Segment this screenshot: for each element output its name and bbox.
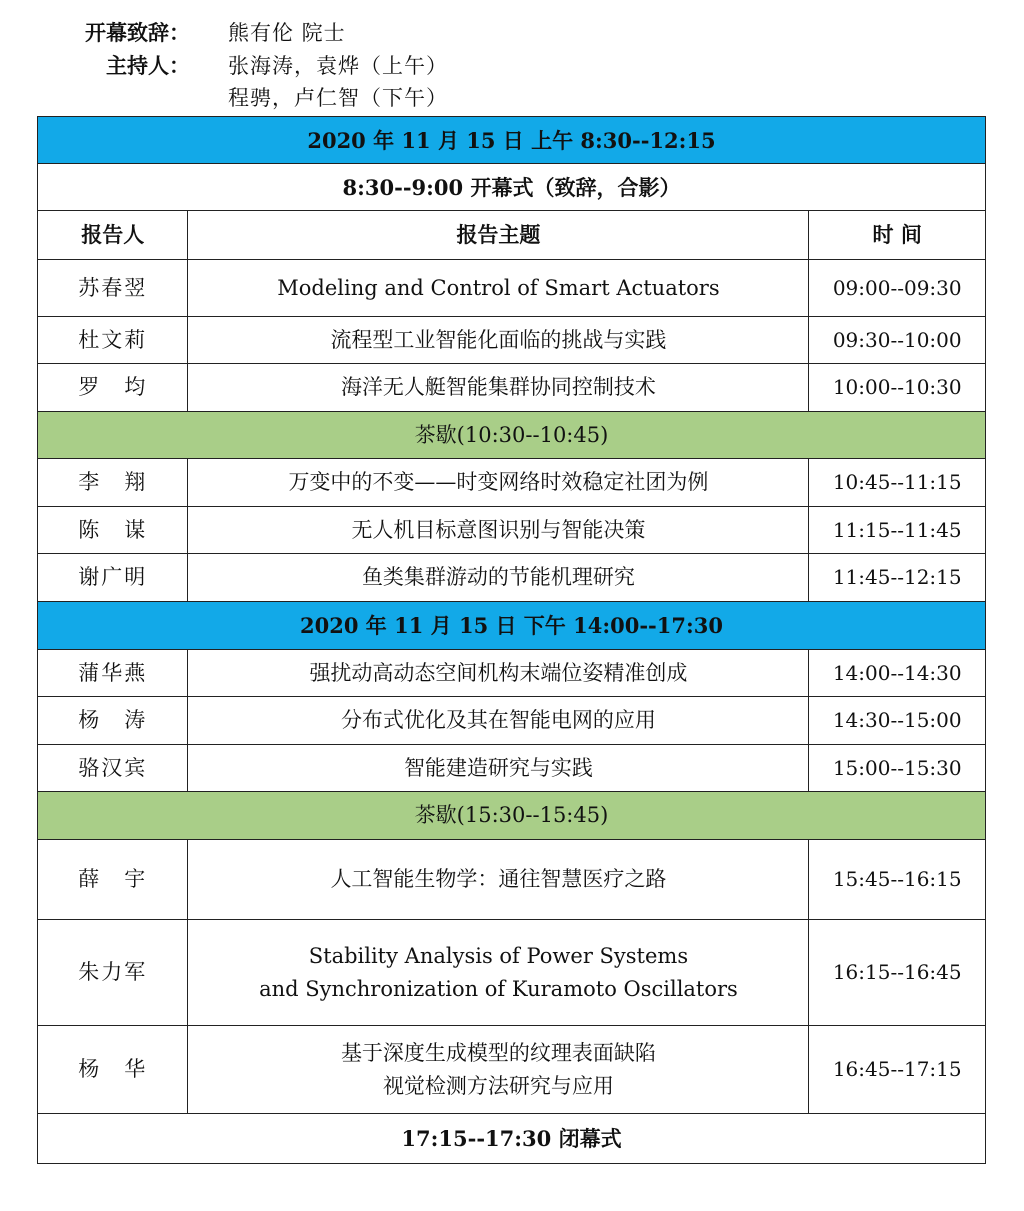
speaker-cell: 杜文莉 [38,317,188,364]
time-cell: 14:00--14:30 [809,650,986,697]
time-cell: 11:45--12:15 [809,554,986,602]
morning-break-row [38,412,986,459]
time-cell: 10:00--10:30 [809,364,986,412]
column-header-speaker: 报告人 [38,211,188,260]
time-cell: 15:00--15:30 [809,745,986,792]
topic-line: 视觉检测方法研究与应用 [382,1073,614,1098]
host-label: 主持人： [106,54,190,78]
time-cell: 10:45--11:15 [809,459,986,507]
host-morning-value: 张海涛，袁烨（上午） [228,54,448,78]
topic-cell [188,1026,809,1114]
topic-cell: 分布式优化及其在智能电网的应用 [188,697,809,745]
closing-ceremony: 17:15--17:30 闭幕式 [38,1114,986,1164]
opening-ceremony: 8:30--9:00 开幕式（致辞，合影） [38,164,986,211]
topic-cell: 无人机目标意图识别与智能决策 [188,507,809,554]
table-row [38,840,986,920]
host-afternoon-value: 程骋，卢仁智（下午） [228,86,448,110]
table-row [38,459,986,507]
afternoon-break: 茶歇(15:30--15:45) [38,792,986,840]
morning-session-row [38,117,986,164]
topic-cell: 海洋无人艇智能集群协同控制技术 [188,364,809,412]
opening-speech-label: 开幕致辞： [85,21,190,45]
time-cell: 11:15--11:45 [809,507,986,554]
afternoon-break-row [38,792,986,840]
topic-cell: 强扰动高动态空间机构末端位姿精准创成 [188,650,809,697]
speaker-cell: 李 翔 [38,459,188,507]
topic-cell: 智能建造研究与实践 [188,745,809,792]
topic-line: Stability Analysis of Power Systems [308,943,689,968]
table-row [38,554,986,602]
speaker-cell: 蒲华燕 [38,650,188,697]
table-row [38,317,986,364]
afternoon-session-header: 2020 年 11 月 15 日 下午 14:00--17:30 [38,602,986,650]
table-row [38,697,986,745]
time-cell: 09:30--10:00 [809,317,986,364]
table-row [38,650,986,697]
speaker-cell: 罗 均 [38,364,188,412]
topic-cell: 流程型工业智能化面临的挑战与实践 [188,317,809,364]
morning-session-header: 2020 年 11 月 15 日 上午 8:30--12:15 [38,117,986,164]
opening-row [38,164,986,211]
topic-line: 基于深度生成模型的纹理表面缺陷 [340,1040,656,1065]
table-row [38,1026,986,1114]
table-row [38,920,986,1026]
time-cell: 16:45--17:15 [809,1026,986,1114]
column-header-row [38,211,986,260]
topic-cell: Modeling and Control of Smart Actuators [188,260,809,317]
afternoon-session-row [38,602,986,650]
speaker-cell: 薛 宇 [38,840,188,920]
topic-cell [188,920,809,1026]
speaker-cell: 谢广明 [38,554,188,602]
table-row [38,507,986,554]
closing-row [38,1114,986,1164]
time-cell: 14:30--15:00 [809,697,986,745]
speaker-cell: 骆汉宾 [38,745,188,792]
table-row [38,745,986,792]
speaker-cell: 杨 华 [38,1026,188,1114]
topic-cell: 人工智能生物学：通往智慧医疗之路 [188,840,809,920]
morning-break: 茶歇(10:30--10:45) [38,412,986,459]
speaker-cell: 苏春翌 [38,260,188,317]
time-cell: 15:45--16:15 [809,840,986,920]
opening-speech-value: 熊有伦 院士 [228,21,346,45]
schedule-table [37,116,986,1164]
column-header-time: 时 间 [809,211,986,260]
column-header-topic: 报告主题 [188,211,809,260]
speaker-cell: 杨 涛 [38,697,188,745]
speaker-cell: 朱力军 [38,920,188,1026]
speaker-cell: 陈 谋 [38,507,188,554]
table-row [38,364,986,412]
topic-cell: 鱼类集群游动的节能机理研究 [188,554,809,602]
table-row [38,260,986,317]
time-cell: 09:00--09:30 [809,260,986,317]
topic-cell: 万变中的不变——时变网络时效稳定社团为例 [188,459,809,507]
time-cell: 16:15--16:45 [809,920,986,1026]
topic-line: and Synchronization of Kuramoto Oscillators [259,976,738,1001]
